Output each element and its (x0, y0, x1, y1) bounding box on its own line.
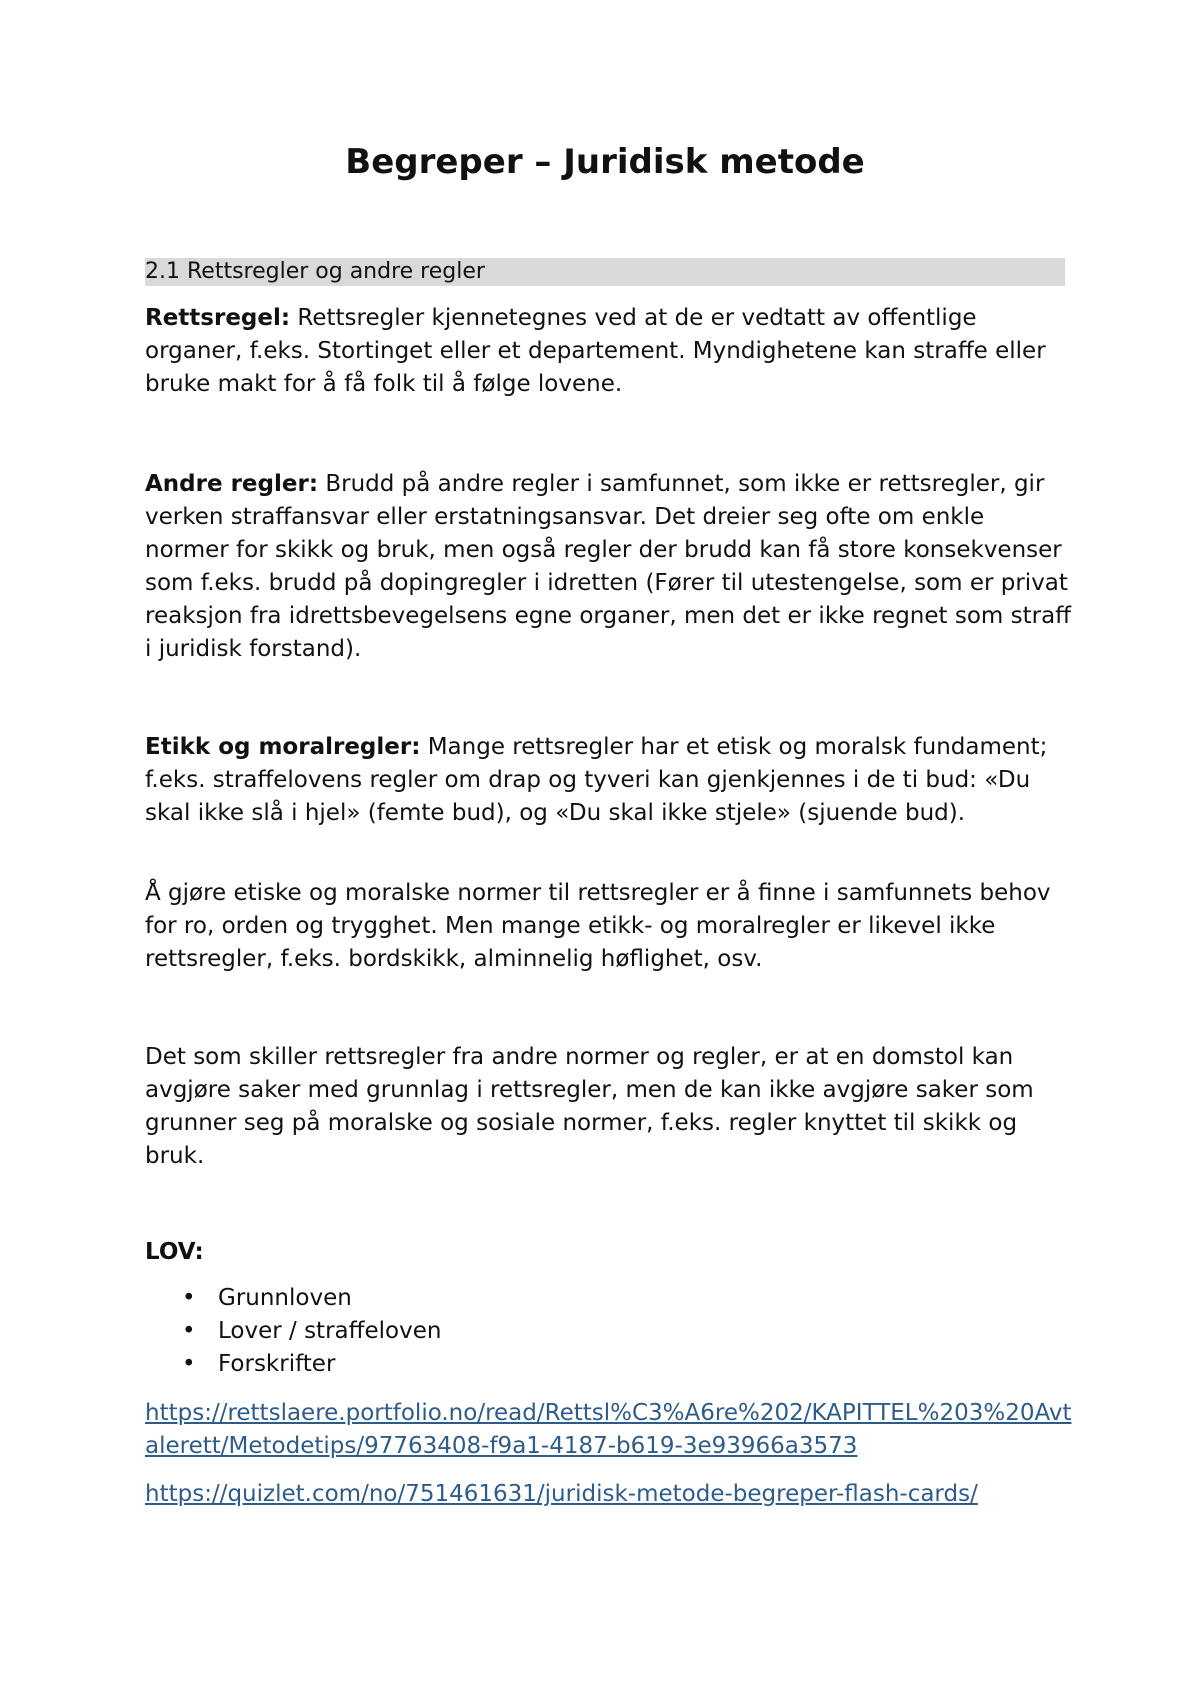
term-rettsregel: Rettsregel: (145, 305, 291, 331)
text-etikk-moral: Mange rettsregler har et etisk og moralsk fundament; f.eks. straffelovens regler om drap og tyveri kan gjenkjennes i de ti bud: «Du skal ikke slå i hjel» (femte bud), og «Du skal ikke stjele» (sjuende bud). (145, 734, 1048, 826)
paragraph-etiske-normer (145, 877, 1075, 976)
list-item (145, 1315, 441, 1348)
bullet-icon: • (182, 1351, 196, 1377)
term-etikk-moral: Etikk og moralregler: (145, 734, 421, 760)
list-item-label: Lover / straffeloven (218, 1318, 442, 1344)
list-item (145, 1348, 441, 1381)
list-item (145, 1282, 441, 1315)
bullet-icon: • (182, 1318, 196, 1344)
link-rettslaere[interactable]: https://rettslaere.portfolio.no/read/Rettsl%C3%A6re%202/KAPITTEL%203%20Avtalerett/Metodetips/97763408-f9a1-4187-b619-3e93966a3573 (145, 1400, 1072, 1459)
paragraph-rettsregel (145, 302, 1075, 401)
text-rettsregel: Rettsregler kjennetegnes ved at de er vedtatt av offentlige organer, f.eks. Stortinget eller et departement. Myndighetene kan straffe eller bruke makt for å få folk til å følge lovene. (145, 305, 1046, 397)
term-andre-regler: Andre regler: (145, 471, 319, 497)
lov-heading-text: LOV: (145, 1239, 204, 1265)
link-quizlet[interactable]: https://quizlet.com/no/751461631/juridisk-metode-begreper-flash-cards/ (145, 1481, 978, 1507)
document-title: Begreper – Juridisk metode (345, 142, 865, 182)
lov-list (145, 1282, 441, 1381)
bullet-icon: • (182, 1285, 196, 1311)
text-etiske-normer: Å gjøre etiske og moralske normer til rettsregler er å finne i samfunnets behov for ro, orden og trygghet. Men mange etikk- og moralregler er likevel ikke rettsregler, f.eks. bordskikk, alminnelig høflighet, osv. (145, 880, 1051, 972)
list-item-label: Forskrifter (218, 1351, 336, 1377)
paragraph-andre-regler (145, 468, 1075, 666)
list-item-label: Grunnloven (218, 1285, 352, 1311)
paragraph-domstol (145, 1041, 1075, 1173)
lov-heading (145, 1236, 1075, 1269)
paragraph-etikk-moral (145, 731, 1075, 830)
section-heading: 2.1 Rettsregler og andre regler (145, 258, 1065, 286)
text-andre-regler: Brudd på andre regler i samfunnet, som ikke er rettsregler, gir verken straffansvar eller erstatningsansvar. Det dreier seg ofte om enkle normer for skikk og bruk, men også regler der brudd kan få store konsekvenser som f.eks. brudd på dopingregler i idretten (Fører til utestengelse, som er privat reaksjon fra idrettsbevegelsens egne organer, men det er ikke regnet som straff i juridisk forstand). (145, 471, 1072, 662)
text-domstol: Det som skiller rettsregler fra andre normer og regler, er at en domstol kan avgjøre saker med grunnlag i rettsregler, men de kan ikke avgjøre saker som grunner seg på moralske og sosiale normer, f.eks. regler knyttet til skikk og bruk. (145, 1044, 1034, 1169)
